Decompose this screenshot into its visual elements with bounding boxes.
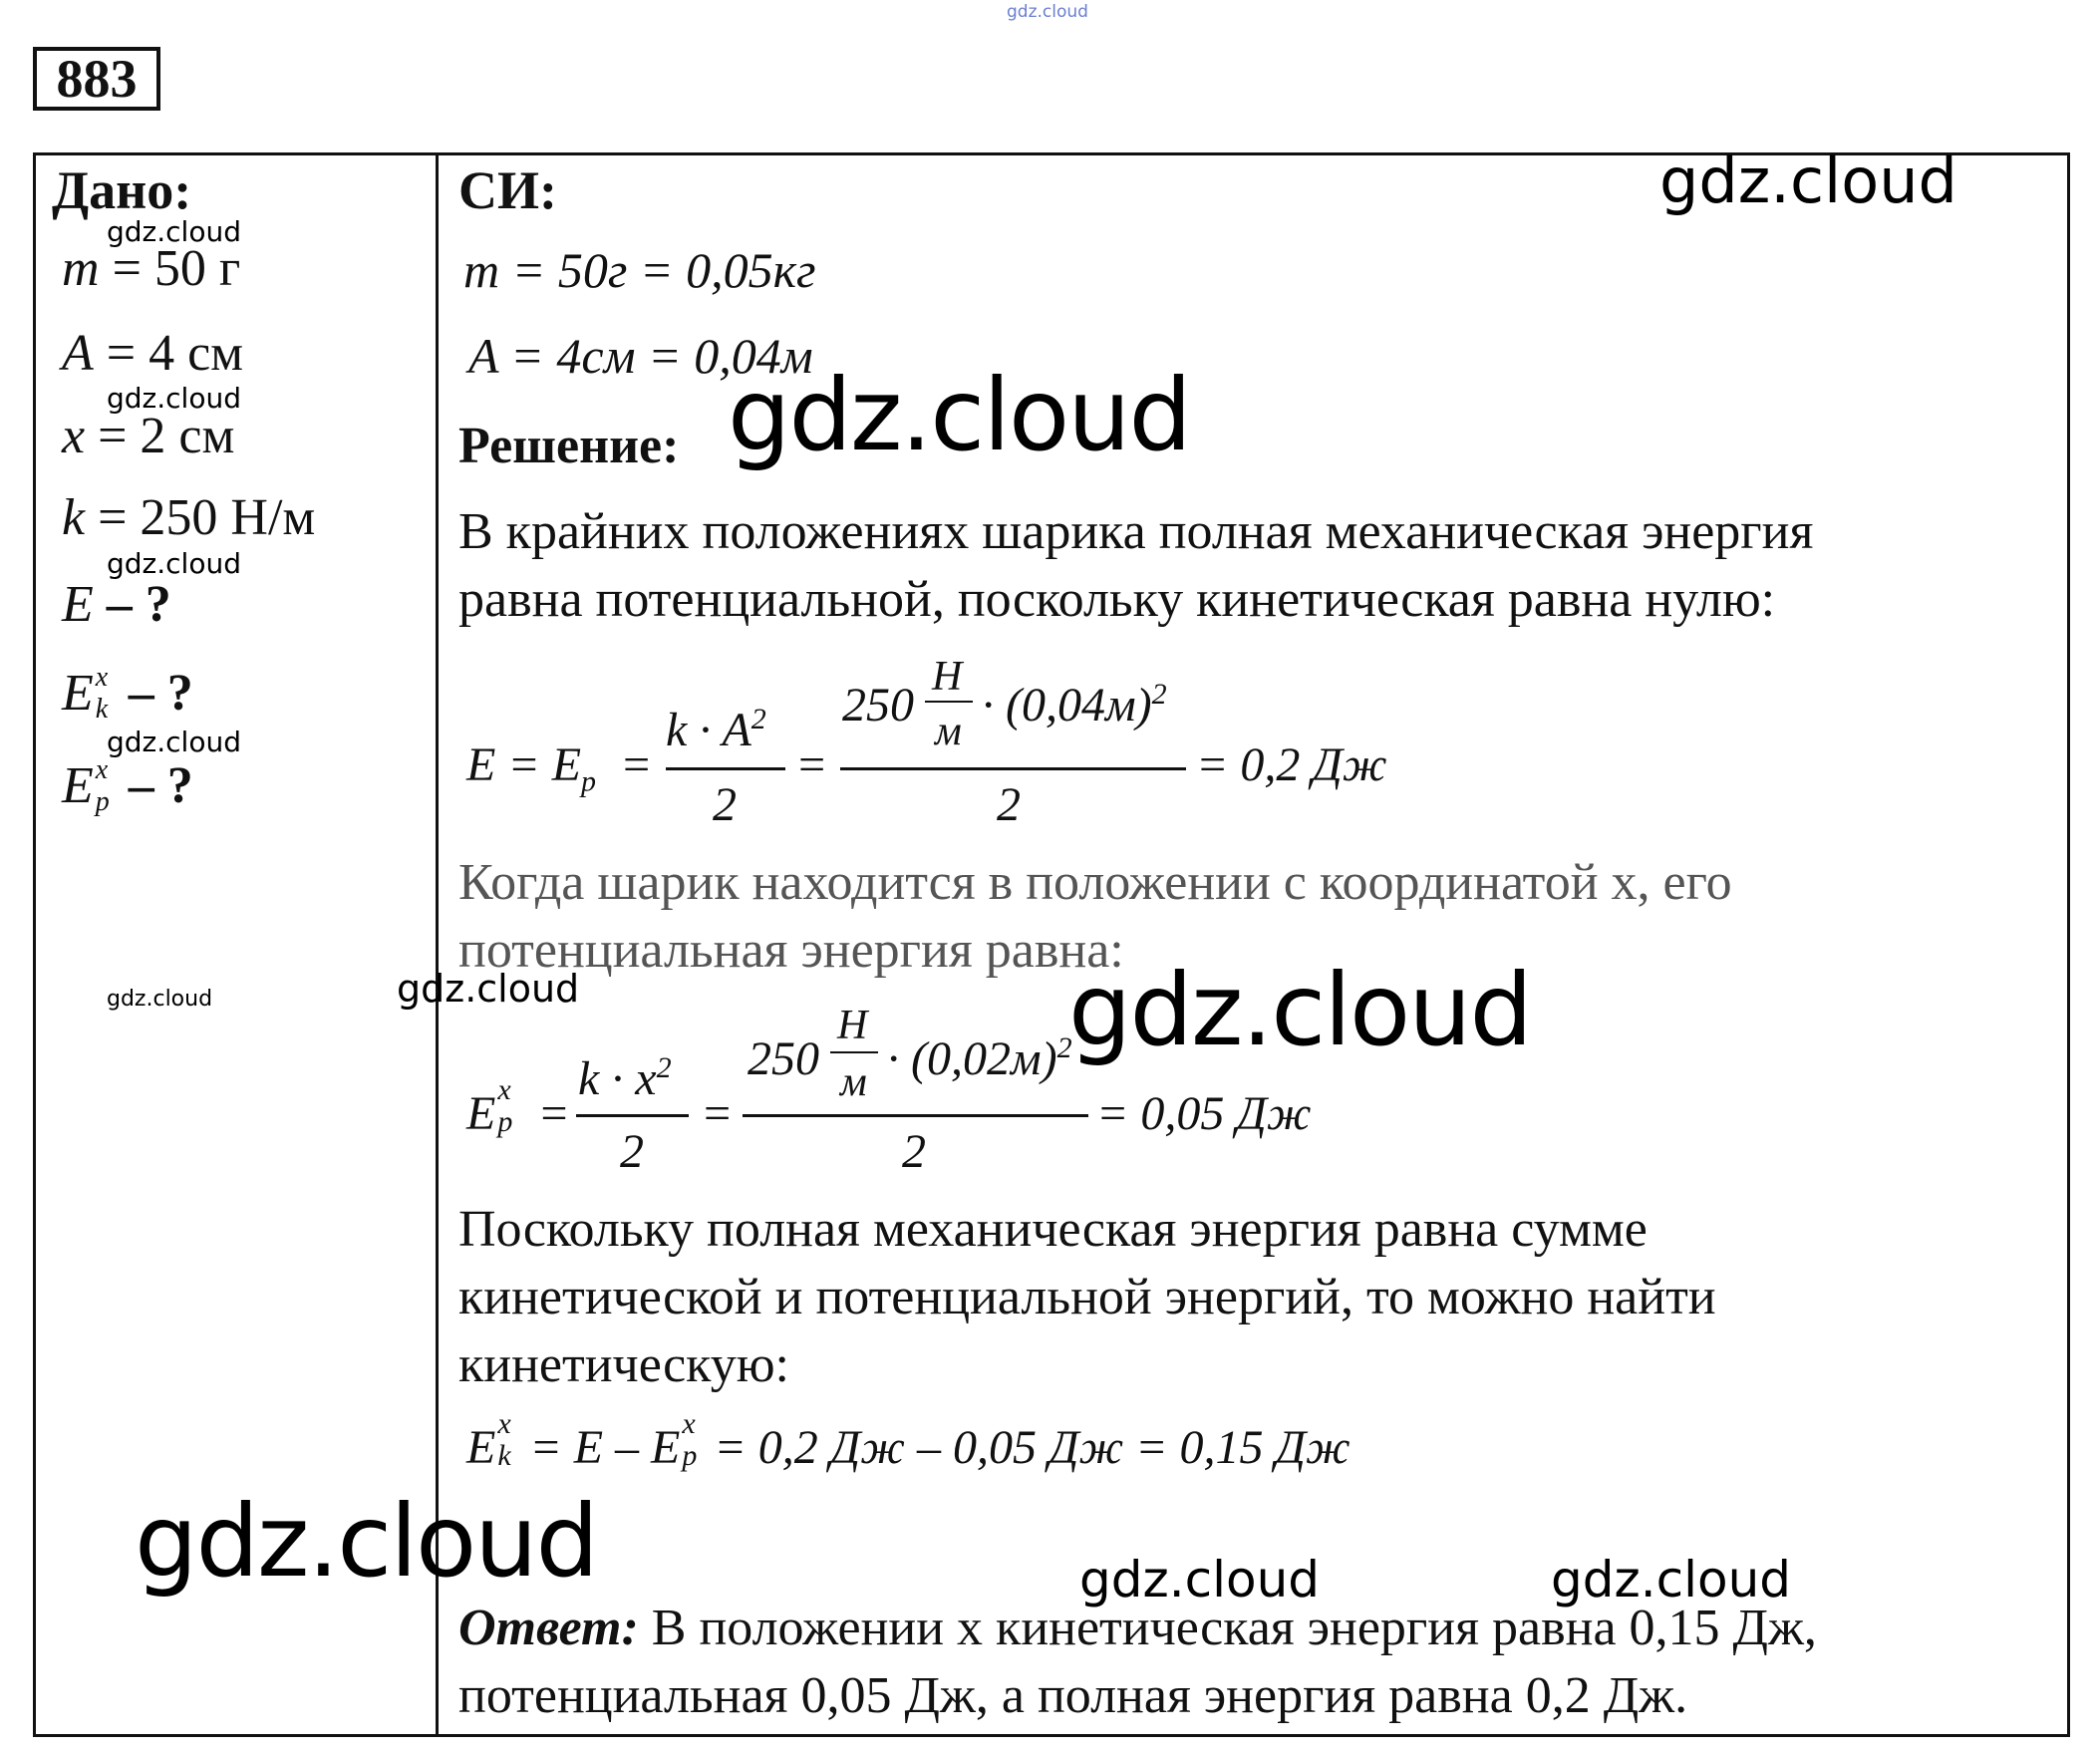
formula-2-big-den: 2 — [902, 1125, 926, 1178]
unit-num: Н — [932, 654, 963, 700]
formula-1-result: = 0,2 Дж — [1196, 738, 1387, 791]
watermark: gdz.cloud — [107, 726, 241, 758]
watermark: gdz.cloud — [1659, 145, 1957, 217]
formula-1-big-den: 2 — [997, 778, 1021, 831]
given-coordinate: x = 2 см — [62, 408, 235, 464]
given-title: Дано: — [52, 160, 192, 220]
formula-total-energy: $E = E_p$ = — [466, 738, 653, 798]
watermark: gdz.cloud — [1551, 1551, 1792, 1609]
solution-title: Решение: — [458, 418, 680, 474]
problem-number: 883 — [33, 47, 160, 111]
watermark: gdz.cloud — [1079, 1551, 1321, 1609]
solution-paragraph-1: В крайних положениях шарика полная механическая энергия равна потенциальной, поскольку кинетическая равна нулю: — [458, 503, 1814, 628]
formula-kinetic-energy: E x k = E – E x p = 0,2 Дж – 0,05 Дж = 0,15 Дж — [466, 1407, 1350, 1474]
formula-1-fraction-num: $k \cdot A^2$ — [666, 703, 766, 756]
formula-1-fraction-den: 2 — [713, 778, 737, 831]
formula-2-fraction-num: $k \cdot x^2$ — [578, 1051, 672, 1105]
formula-2-fraction-den: 2 — [620, 1125, 644, 1178]
unit-line — [830, 1051, 878, 1053]
watermark: gdz.cloud — [397, 967, 580, 1011]
fraction-line — [743, 1114, 1088, 1117]
given-stiffness: k = 250 Н/м — [62, 489, 316, 546]
si-mass: m = 50г = 0,05кг — [463, 242, 816, 298]
equals-sign: = — [795, 738, 828, 791]
unit-den: м — [840, 1059, 867, 1105]
formula-1-big-num: 250 — [842, 679, 914, 731]
unknown-total-energy: E – ? — [62, 576, 171, 633]
unknown-kinetic-energy: E x k – ? — [62, 662, 193, 725]
unit-num: Н — [837, 1003, 868, 1048]
unit-line — [925, 701, 973, 703]
watermark: gdz.cloud — [107, 382, 241, 415]
solution-paragraph-2: Когда шарик находится в положении с координатой x, его потенциальная энергия равна: — [458, 854, 1732, 979]
watermark: gdz.cloud — [107, 547, 241, 580]
watermark: gdz.cloud — [1068, 952, 1532, 1068]
formula-2-result: = 0,05 Дж — [1096, 1087, 1312, 1140]
formula-2-big-num-rest: · $(0,02м)^2$ — [887, 1031, 1072, 1085]
si-amplitude: A = 4см = 0,04м — [468, 328, 813, 384]
formula-1-big-num-rest: · $(0,04м)^2$ — [982, 678, 1167, 731]
fraction-line — [576, 1114, 689, 1117]
answer: Ответ: В положении x кинетическая энергия равна 0,15 Дж, потенциальная 0,05 Дж, а полная энергия равна 0,2 Дж. — [458, 1600, 1817, 1724]
unit-den: м — [935, 709, 962, 754]
watermark: gdz.cloud — [107, 987, 213, 1012]
formula-2-big-num: 250 — [748, 1032, 819, 1085]
fraction-line — [666, 767, 785, 770]
equals-sign: = — [701, 1087, 734, 1140]
given-mass: m = 50 г — [62, 240, 241, 297]
given-amplitude: A = 4 см — [62, 325, 244, 382]
watermark: gdz.cloud — [107, 215, 241, 248]
answer-label: Ответ: — [458, 1600, 639, 1656]
watermark: gdz.cloud — [135, 1483, 598, 1600]
formula-potential-energy: E x p = — [466, 1073, 570, 1140]
unknown-potential-energy: E x p – ? — [62, 754, 193, 817]
watermark-top: gdz.cloud — [1007, 2, 1088, 22]
watermark: gdz.cloud — [728, 357, 1191, 473]
solution-paragraph-3: Поскольку полная механическая энергия равна сумме кинетической и потенциальной энергий, то можно найти кинетическую: — [458, 1201, 1716, 1393]
fraction-line — [840, 767, 1186, 770]
si-title: СИ: — [458, 160, 557, 220]
